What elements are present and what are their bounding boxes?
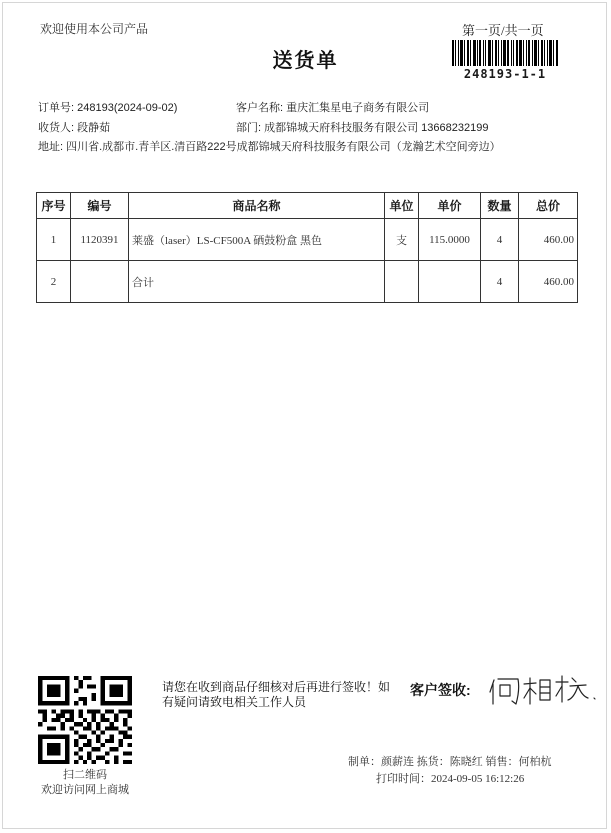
qr-caption-scan: 扫二维码 [63,769,107,781]
cell-code [71,261,129,303]
table-row [37,219,578,261]
staff-line: 制单：颜薪连 拣货：陈晓红 销售：何柏杭 [348,756,552,768]
department-row [236,119,488,135]
cell-quantity: 4 [481,219,519,261]
table-header-row [37,193,578,219]
welcome-text: 欢迎使用本公司产品 [40,22,149,36]
handwritten-signature [488,670,598,710]
address-label: 地址: [38,141,64,153]
qr-caption-visit: 欢迎访问网上商城 [41,784,129,796]
print-time: 打印时间：2024-09-05 16:12:26 [376,773,525,785]
customer-value: 重庆汇集星电子商务有限公司 [286,102,430,114]
cell-code: 1120391 [71,219,129,261]
header-unit: 单位 [385,193,419,219]
receiver-label: 收货人: [38,122,75,134]
cell-quantity: 4 [481,261,519,303]
header-product-name: 商品名称 [129,193,385,219]
cell-unit-price [419,261,481,303]
cell-unit-price: 115.0000 [419,219,481,261]
receiver-value: 段静茹 [77,122,111,134]
document-title: 送货单 [272,50,339,72]
order-number-label: 订单号: [38,102,75,114]
customer-label: 客户名称: [236,102,284,114]
table-row-total [37,261,578,303]
department-value: 成都锦城天府科技服务有限公司 13668232199 [264,122,489,134]
order-number-value: 248193(2024-09-02) [77,102,178,114]
header-total: 总价 [519,193,578,219]
cell-unit [385,261,419,303]
page-indicator: 第一页/共一页 [462,23,544,38]
header-quantity: 数量 [481,193,519,219]
department-label: 部门: [236,122,262,134]
receiver-row [38,119,110,135]
cell-product-name: 莱盛（laser）LS-CF500A 硒鼓粉盒 黑色 [129,219,385,261]
cell-unit: 支 [385,219,419,261]
barcode-number: 248193-1-1 [463,67,547,81]
header-seq: 序号 [37,193,71,219]
header-code: 编号 [71,193,129,219]
header-unit-price: 单价 [419,193,481,219]
cell-total-label: 合计 [129,261,385,303]
customer-row [236,99,429,115]
barcode-image [452,40,558,66]
items-table [36,192,578,303]
cell-total: 460.00 [519,261,578,303]
cell-seq: 1 [37,219,71,261]
cell-seq: 2 [37,261,71,303]
cell-total: 460.00 [519,219,578,261]
address-row [38,138,501,154]
notice-text: 请您在收到商品仔细核对后再进行签收！如有疑问请致电相关工作人员 [162,680,391,709]
order-number-row [38,99,177,115]
qr-code-icon[interactable] [38,676,132,764]
signature-label: 客户签收: [410,682,471,698]
address-value: 四川省.成都市.青羊区.清百路222号成都锦城天府科技服务有限公司（龙瀚艺术空间旁边） [66,141,501,153]
